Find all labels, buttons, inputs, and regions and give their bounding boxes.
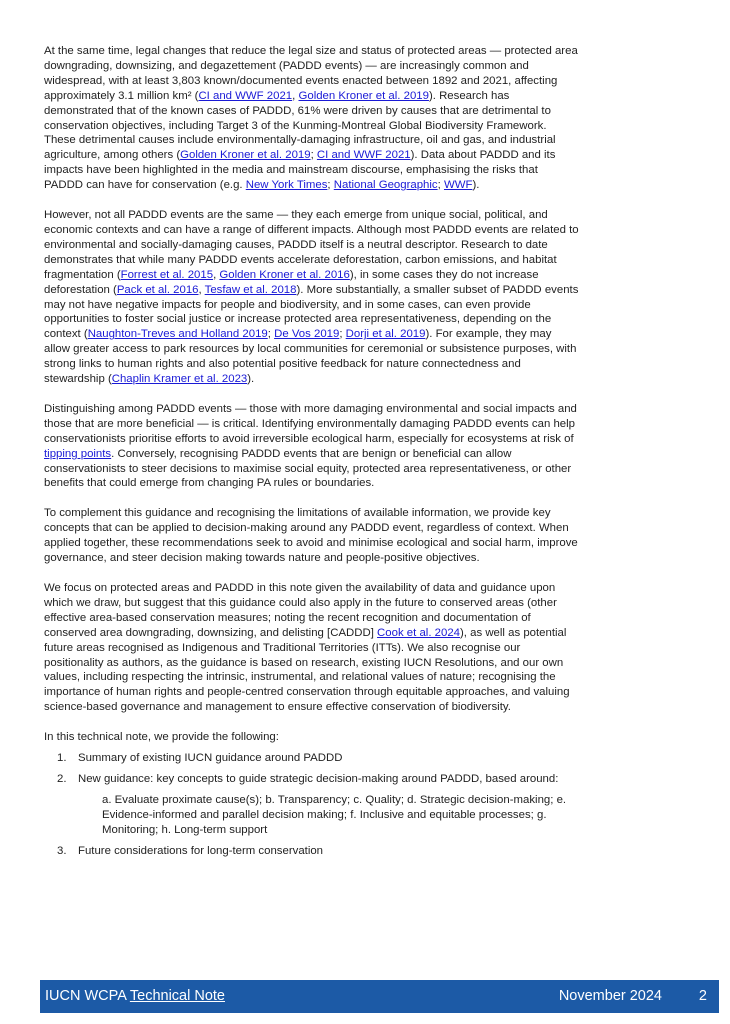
text: ). For example, they may allow greater access to park resources by local communities for ceremonial or subsistence purposes, with strong links to human rights and also potential positive feedback for nature connectedness and stewardship ( <box>44 328 577 386</box>
link-chaplin-kramer-2023[interactable]: Chaplin Kramer et al. 2023 <box>111 373 248 386</box>
link-de-vos-2019[interactable]: De Vos 2019 <box>274 328 340 341</box>
text: . Conversely, recognising PADDD events that are benign or beneficial can allow conservationists to steer decisions to maximise social equity, protected area representativeness, or other benefits that could emerge from changing PA rules or boundaries. <box>44 447 572 490</box>
link-tesfaw-2018[interactable]: Tesfaw et al. 2018 <box>204 283 297 296</box>
text: ). More substantially, a smaller subset of PADDD events may not have negative impacts for people and biodiversity, and in some cases, can even provide opportunities to foster social justice or increase protected area representativeness, depending on the context ( <box>44 283 579 341</box>
list-item-text: Future considerations for long-term conservation <box>78 844 324 857</box>
text: ; <box>267 328 275 341</box>
link-golden-kroner-2019-b[interactable]: Golden Kroner et al. 2019 <box>180 149 311 162</box>
list-item-text: Summary of existing IUCN guidance around PADDD <box>78 752 343 765</box>
list-item <box>44 844 579 859</box>
list-number: 1. <box>57 752 67 765</box>
text: ; <box>327 179 334 192</box>
paragraph-paddd-impacts <box>44 208 579 387</box>
footer-org: IUCN WCPA <box>45 988 130 1004</box>
footer-doc-type[interactable]: Technical Note <box>129 988 225 1004</box>
list-number: 3. <box>57 844 67 857</box>
text: ). Research has demonstrated that of the known cases of PADDD, 61% were driven by causes that are detrimental to conservation objectives, including Target 3 of the Kunming-Montreal Global Biodiversity Framework. These detrimental causes include environmentally-damaging infrastructure, oil and gas, and industrial agriculture, among others ( <box>44 89 556 162</box>
list-item-subtext: a. Evaluate proximate cause(s); b. Transparency; c. Quality; d. Strategic decision-making; e. Evidence-informed and parallel decision making; f. Inclusive and equitable processes; g. Monitoring; h. Long-term support <box>102 793 567 836</box>
summary-list <box>44 751 579 858</box>
list-item-text: New guidance: key concepts to guide strategic decision-making around PADDD, based around: <box>78 772 559 785</box>
list-item <box>44 772 579 838</box>
link-tipping-points[interactable]: tipping points <box>44 447 112 460</box>
paragraph-complement: To complement this guidance and recognising the limitations of available information, we provide key concepts that can be applied to decision-making around any PADDD event, regardless of context. When applied together, these recommendations seek to avoid and minimise ecological and social harm, improve governance, and steer decision making towards nature and people-positive objectives. <box>44 507 578 565</box>
paragraph-distinguishing <box>44 402 579 491</box>
text: However, not all PADDD events are the same — they each emerge from unique social, political, and economic contexts and can have a range of different impacts. Although most PADDD events are related to environmental and socially-damaging causes, PADDD itself is a neutral descriptor. Research to date demonstrates that while many PADDD events accelerate deforestation, carbon emissions, and habitat fragmentation ( <box>44 209 579 281</box>
list-item <box>44 751 579 766</box>
footer-title <box>45 988 225 1004</box>
link-dorji-2019[interactable]: Dorji et al. 2019 <box>345 328 426 341</box>
link-national-geographic[interactable]: National Geographic <box>333 179 438 192</box>
link-pack-2016[interactable]: Pack et al. 2016 <box>116 283 199 296</box>
document-body <box>44 44 579 865</box>
link-cook-2024[interactable]: Cook et al. 2024 <box>377 626 461 639</box>
text: ; <box>437 179 444 192</box>
text: ; <box>310 149 317 162</box>
link-golden-kroner-2016[interactable]: Golden Kroner et al. 2016 <box>219 268 350 281</box>
page-footer <box>40 980 719 1013</box>
text: ). Data about PADDD and its impacts have been highlighted in the media and mainstream discourse, emphasising the risks that PADDD can have for conservation (e.g. <box>44 149 556 192</box>
text: ). <box>472 179 480 192</box>
text: ). <box>247 373 255 386</box>
link-forrest-2015[interactable]: Forrest et al. 2015 <box>120 268 214 281</box>
text: ), as well as potential future areas recognised as Indigenous and Traditional Territories (ITTs). We also recognise our positionality as authors, as the guidance is based on research, existing IUCN Resolutions, and our own values, including respecting the intrinsic, instrumental, and relational values of nature; recognising the importance of human rights and people-centred conservation through equitable approaches, and valuing science-based governance and management to ensure effective conservation of biodiversity. <box>44 626 570 714</box>
text: We focus on protected areas and PADDD in this note given the availability of data and guidance upon which we draw, but suggest that this guidance could also apply in the future to conserved areas (other effective area-based conservation measures; noting the recent recognition and documentation of conserved area downgrading, downsizing, and delisting [CADDD] <box>44 582 557 639</box>
paragraph-list-intro: In this technical note, we provide the following: <box>44 731 279 744</box>
text: , <box>198 283 205 296</box>
text: ), in some cases they do not increase deforestation ( <box>44 268 539 296</box>
paragraph-focus <box>44 581 579 715</box>
text: ; <box>339 328 346 341</box>
text: At the same time, legal changes that reduce the legal size and status of protected areas — protected area downgrading, downsizing, and degazettement (PADDD events) — are increasingly common and widespread, with at least 3,803 known/documented events enacted between 1892 and 2021, affecting approximately 3.1 million km² ( <box>44 45 578 102</box>
link-ci-wwf-2021[interactable]: CI and WWF 2021 <box>198 89 293 102</box>
link-golden-kroner-2019[interactable]: Golden Kroner et al. 2019 <box>298 89 429 102</box>
list-number: 2. <box>57 772 67 785</box>
text: , <box>213 268 220 281</box>
link-wwf[interactable]: WWF <box>443 179 473 192</box>
paragraph-paddd-intro <box>44 44 579 193</box>
text: , <box>292 89 299 102</box>
link-naughton-treves-holland-2019[interactable]: Naughton-Treves and Holland 2019 <box>87 328 268 341</box>
footer-date: November 2024 <box>558 988 662 1004</box>
page-number: 2 <box>698 988 707 1004</box>
link-ci-wwf-2021-b[interactable]: CI and WWF 2021 <box>316 149 411 162</box>
text: Distinguishing among PADDD events — those with more damaging environmental and social impacts and those that are more beneficial — is critical. Identifying environmentally damaging PADDD events can help conservationists prioritise efforts to avoid irreversible ecological harm, especially for ecosystems at risk of <box>44 402 577 445</box>
link-new-york-times[interactable]: New York Times <box>245 179 328 192</box>
